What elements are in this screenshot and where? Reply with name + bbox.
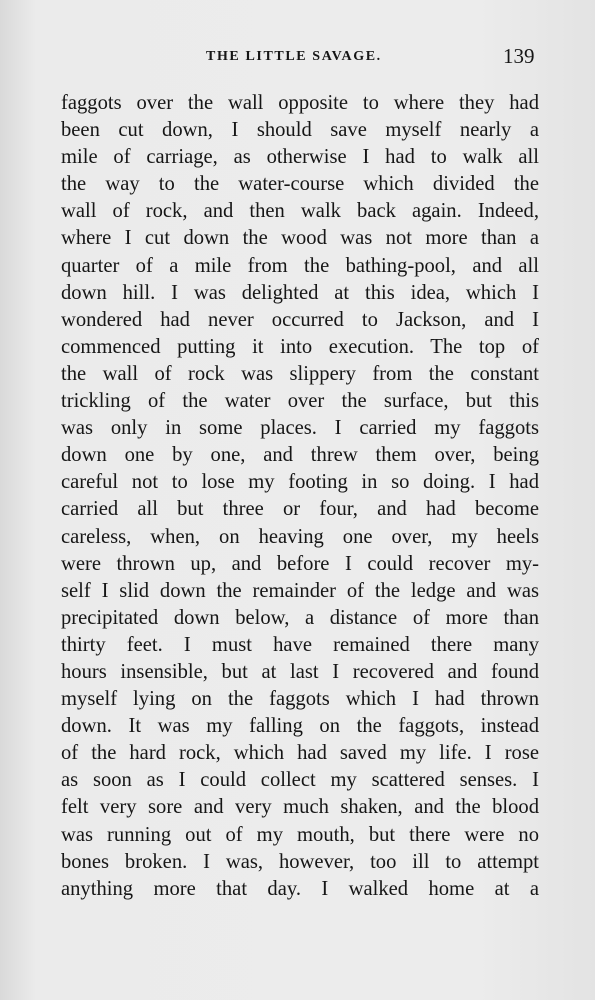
text-line: careful not to lose my footing in so doing. I had bbox=[61, 471, 539, 494]
text-line: were thrown up, and before I could recover my- bbox=[61, 552, 539, 575]
text-line: myself lying on the faggots which I had thrown bbox=[61, 688, 539, 711]
text-line: the way to the water-course which divided the bbox=[61, 173, 539, 196]
text-line: bones broken. I was, however, too ill to attempt bbox=[61, 850, 539, 873]
text-line: as soon as I could collect my scattered senses. I bbox=[61, 769, 539, 792]
text-line: thirty feet. I must have remained there many bbox=[61, 633, 539, 656]
text-line: the wall of rock was slippery from the constant bbox=[61, 362, 539, 385]
text-line: faggots over the wall opposite to where they had bbox=[61, 92, 539, 114]
text-line: been cut down, I should save myself nearly a bbox=[61, 119, 539, 142]
text-line: careless, when, on heaving one over, my heels bbox=[61, 525, 539, 548]
text-line: hours insensible, but at last I recovered and found bbox=[61, 660, 539, 683]
text-line: down. It was my falling on the faggots, instead bbox=[61, 715, 539, 738]
body-text bbox=[61, 90, 539, 903]
text-line: where I cut down the wood was not more than a bbox=[61, 227, 539, 250]
text-line: anything more that day. I walked home at a bbox=[61, 877, 539, 900]
text-line: wall of rock, and then walk back again. Indeed, bbox=[61, 200, 539, 223]
text-line: wondered had never occurred to Jackson, and I bbox=[61, 308, 539, 331]
text-line: mile of carriage, as otherwise I had to walk all bbox=[61, 146, 539, 169]
running-title: THE LITTLE SAVAGE. bbox=[206, 49, 382, 64]
page-number: 139 bbox=[503, 44, 535, 68]
page-header bbox=[0, 46, 595, 72]
text-line: was only in some places. I carried my faggots bbox=[61, 417, 539, 440]
text-line: commenced putting it into execution. The top of bbox=[61, 335, 539, 358]
text-line: trickling of the water over the surface, but this bbox=[61, 390, 539, 413]
text-line: of the hard rock, which had saved my life. I rose bbox=[61, 742, 539, 765]
text-line: down one by one, and threw them over, being bbox=[61, 444, 539, 467]
text-line: was running out of my mouth, but there were no bbox=[61, 823, 539, 846]
text-line: precipitated down below, a distance of more than bbox=[61, 606, 539, 629]
text-line: carried all but three or four, and had become bbox=[61, 498, 539, 521]
text-line: felt very sore and very much shaken, and the blood bbox=[61, 796, 539, 819]
text-line: self I slid down the remainder of the ledge and was bbox=[61, 579, 539, 602]
text-line: quarter of a mile from the bathing-pool, and all bbox=[61, 254, 539, 277]
text-line: down hill. I was delighted at this idea, which I bbox=[61, 281, 539, 304]
